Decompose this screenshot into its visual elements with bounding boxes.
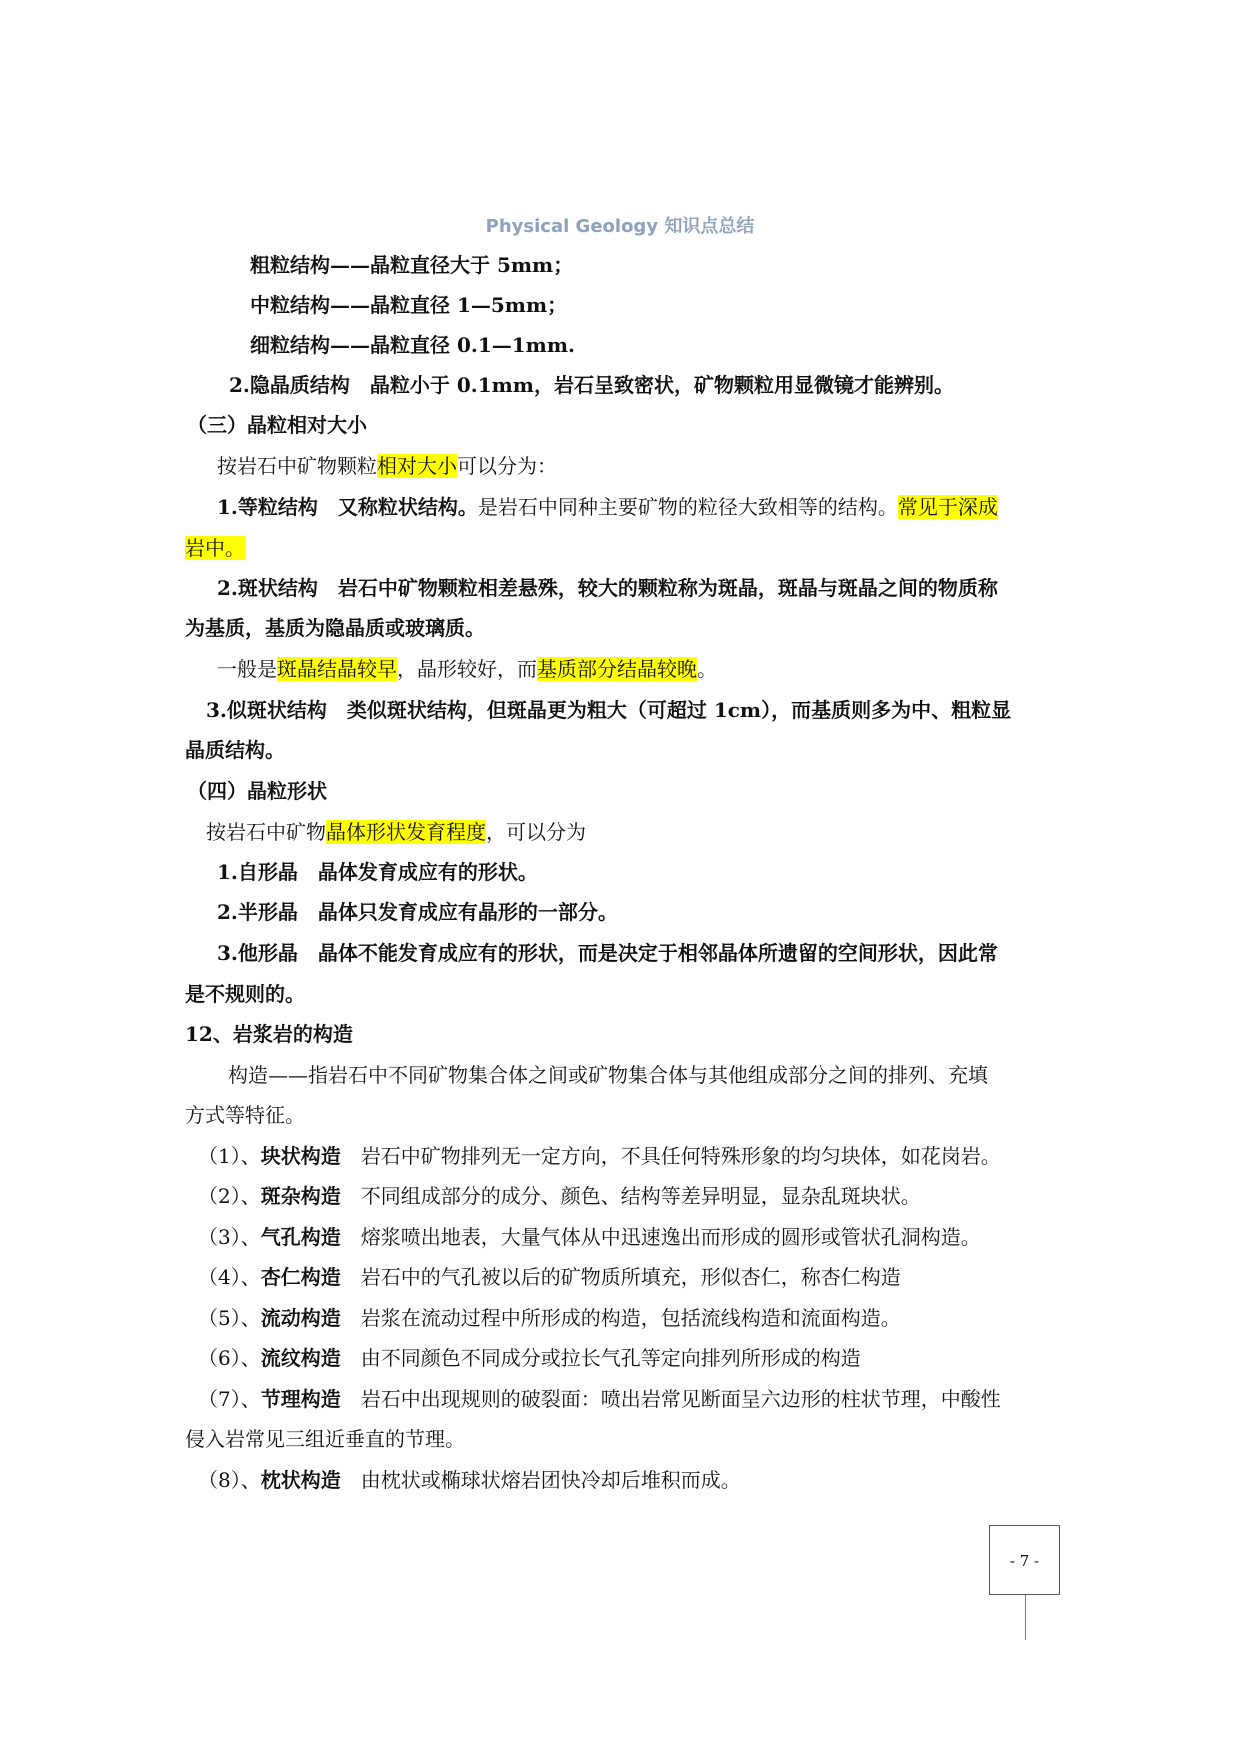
list-item: （7）、节理构造 岩石中出现规则的破裂面：喷出岩常见断面呈六边形的柱状节理，中酸性: [198, 1387, 1001, 1411]
text-line: 细粒结构——晶粒直径 0.1—1mm.: [250, 333, 575, 357]
text-line: 为基质，基质为隐晶质或玻璃质。: [185, 616, 485, 640]
highlight: 晶体形状发育程度: [326, 820, 486, 844]
list-item: （3）、气孔构造 熔浆喷出地表，大量气体从中迅速逸出而形成的圆形或管状孔洞构造。: [198, 1225, 981, 1249]
section-heading: （四）晶粒形状: [187, 779, 327, 803]
list-item: （5）、流动构造 岩浆在流动过程中所形成的构造，包括流线构造和流面构造。: [198, 1306, 901, 1330]
highlight: 常见于深成: [897, 495, 998, 519]
text-line: 按岩石中矿物颗粒相对大小可以分为：: [217, 454, 557, 478]
text-line: 是不规则的。: [185, 982, 305, 1006]
text-line: 晶质结构。: [185, 738, 285, 762]
text-line: [185, 535, 245, 561]
text-line: 2.半形晶 晶体只发育成应有晶形的一部分。: [217, 900, 618, 924]
list-item: （4）、杏仁构造 岩石中的气孔被以后的矿物质所填充，形似杏仁，称杏仁构造: [198, 1265, 901, 1289]
page-number-divider: [1025, 1595, 1026, 1640]
text-line: 侵入岩常见三组近垂直的节理。: [185, 1427, 465, 1451]
list-item: （8）、枕状构造 由枕状或椭球状熔岩团快冷却后堆积而成。: [198, 1468, 741, 1492]
text-line: 方式等特征。: [185, 1103, 305, 1127]
text-line: 2.斑状结构 岩石中矿物颗粒相差悬殊，较大的颗粒称为斑晶，斑晶与斑晶之间的物质称: [217, 576, 998, 600]
text-line: 中粒结构——晶粒直径 1—5mm；: [250, 293, 568, 317]
text-line: 粗粒结构——晶粒直径大于 5mm；: [250, 253, 574, 277]
highlight: 相对大小: [377, 454, 457, 478]
highlight: 岩中。: [185, 536, 245, 560]
page-number: - 7 -: [989, 1525, 1060, 1595]
text-line: 构造——指岩石中不同矿物集合体之间或矿物集合体与其他组成部分之间的排列、充填: [228, 1063, 988, 1087]
text-line: 3.似斑状结构 类似斑状结构，但斑晶更为粗大（可超过 1cm），而基质则多为中、粗粒显: [206, 698, 1012, 722]
text-line: 3.他形晶 晶体不能发育成应有的形状，而是决定于相邻晶体所遗留的空间形状，因此常: [217, 941, 998, 965]
page-header: Physical Geology 知识点总结: [485, 216, 755, 237]
text-line: 1.等粒结构 又称粒状结构。是岩石中同种主要矿物的粒径大致相等的结构。常见于深成: [217, 495, 998, 519]
list-item: （2）、斑杂构造 不同组成部分的成分、颜色、结构等差异明显，显杂乱斑块状。: [198, 1184, 921, 1208]
text-line: 2.隐晶质结构 晶粒小于 0.1mm，岩石呈致密状，矿物颗粒用显微镜才能辨别。: [229, 373, 954, 397]
section-heading: （三）晶粒相对大小: [187, 413, 367, 437]
highlight: 斑晶结晶较早: [277, 657, 397, 681]
list-item: （1）、块状构造 岩石中矿物排列无一定方向，不具任何特殊形象的均匀块体，如花岗岩。: [198, 1144, 1001, 1168]
section-heading: 12、岩浆岩的构造: [185, 1022, 353, 1046]
text-line: 按岩石中矿物晶体形状发育程度，可以分为: [206, 820, 586, 844]
text-line: 一般是斑晶结晶较早，晶形较好，而基质部分结晶较晚。: [217, 657, 717, 681]
text-line: 1.自形晶 晶体发育成应有的形状。: [217, 860, 538, 884]
list-item: （6）、流纹构造 由不同颜色不同成分或拉长气孔等定向排列所形成的构造: [198, 1346, 861, 1370]
highlight: 基质部分结晶较晚: [537, 657, 697, 681]
